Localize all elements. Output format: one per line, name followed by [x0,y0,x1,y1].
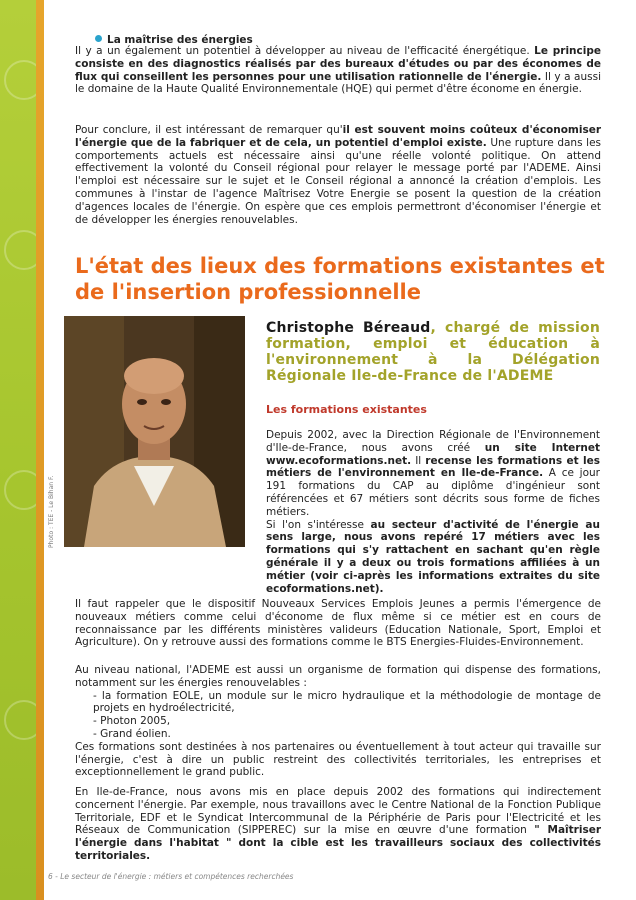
national-intro: Au niveau national, l'ADEME est aussi un organisme de formation qui dispense des formations, notamment sur les énergies renouvelables : [75,664,601,689]
list-item: - Grand éolien. [93,727,171,740]
paragraph-ile-de-france: En Ile-de-France, nous avons mis en place depuis 2002 des formations qui indirectement concernent l'énergie. Par exemple, nous travaillons avec le Centre National de la Fonction Publique Territoriale, EDF et le Syndicat Intercommunal de la Périphérie de Paris pour l'Electricité et les Réseaux de Communication (SIPPEREC) sur la mise en œuvre d'une formation " Maîtriser l'énergie dans l'habitat " dont la cible est les travailleurs sociaux des collectivités territoriales. [75,786,601,862]
paragraph-ecoformations: Depuis 2002, avec la Direction Régionale de l'Environnement d'Ile-de-France, nous avons créé un site Internet www.ecoformations.net. Il recense les formations et les métiers de l'environnement en Ile-de-France. A ce jour 191 formations du CAP au diplôme d'ingénieur sont référencées et 67 métiers sont décrits sous forme de fiches métiers. Si l'on s'intéresse au secteur d'activité de l'énergie au sens large, nous avons repéré 17 métiers avec les formations qui s'y rattachent en sachant qu'en règle générale il y a deux ou trois formations affiliées à un métier (voir ci-après les informations extraites du site ecoformations.net). [266,429,600,595]
subsection-heading: Les formations existantes [266,403,427,416]
portrait-illustration [64,316,245,547]
list-item: - Photon 2005, [93,715,171,728]
paragraph-emplois-jeunes: Il faut rappeler que le dispositif Nouveaux Services Emplois Jeunes a permis l'émergence de nouveaux métiers comme celui d'économe de flux même si ce métier est en cours de reconnaissance par les différents ministères valideurs (Education Nationale, Sport, Emploi et Agriculture). On y retrouve aussi des formations comme le BTS Energies-Fluides-Environnement. [75,598,601,649]
speaker-intro: Christophe Béreaud, chargé de mission formation, emploi et éducation à l'environnement à la Délégation Régionale Ile-de-France de l'ADEME [266,320,600,384]
list-item: - la formation EOLE, un module sur le micro hydraulique et la méthodologie de montage de projets en hydroélectricité, [93,689,601,715]
section-title: L'état des lieux des formations existantes et de l'insertion professionnelle [75,254,605,304]
paragraph-conclusion: Pour conclure, il est intéressant de remarquer qu'il est souvent moins coûteux d'économiser l'énergie que de la fabriquer et de cela, un potentiel d'emploi existe. Une rupture dans les comportements actuels est nécessaire ainsi qu'une réelle volonté politique. On attend effectivement la volonté du Conseil régional pour relayer le message porté par l'ADEME. Ainsi l'emploi est nécessaire sur le sujet et le Conseil régional a annoncé la création d'emplois. Les communes à l'instar de l'agence Maîtrisez Votre Energie se posent la question de la création d'agences locales de l'énergie. On espère que ces emplois permettront d'économiser l'énergie et de développer les énergies renouvelables. [75,124,601,226]
decorative-sidebar [0,0,44,900]
paragraph-efficiency: Il y a un également un potentiel à développer au niveau de l'efficacité énergétique. Le principe consiste en des diagnostics réalisés par des bureaux d'études ou par des économes de flux qui conseillent les personnes pour une utilisation rationnelle de l'énergie. Il y a aussi le domaine de la Haute Qualité Environnementale (HQE) qui permet d'être économe en énergie. [75,45,601,96]
bullet-icon [95,35,102,42]
photo-credit: Photo : TEE - Le Bihan F. [48,475,55,548]
section-heading: La maîtrise des énergies [95,34,253,46]
sidebar-stripe [36,0,44,900]
paragraph-national [75,664,601,779]
national-outro: Ces formations sont destinées à nos partenaires ou éventuellement à tout acteur qui travaille sur l'énergie, c'est à dire un public restreint des collectivités territoriales, les entreprises et exceptionnellement le grand public. [75,740,601,779]
speaker-photo [64,316,245,547]
page-footer: 6 - Le secteur de l'énergie : métiers et compétences recherchées [48,872,294,881]
training-list [75,690,601,741]
